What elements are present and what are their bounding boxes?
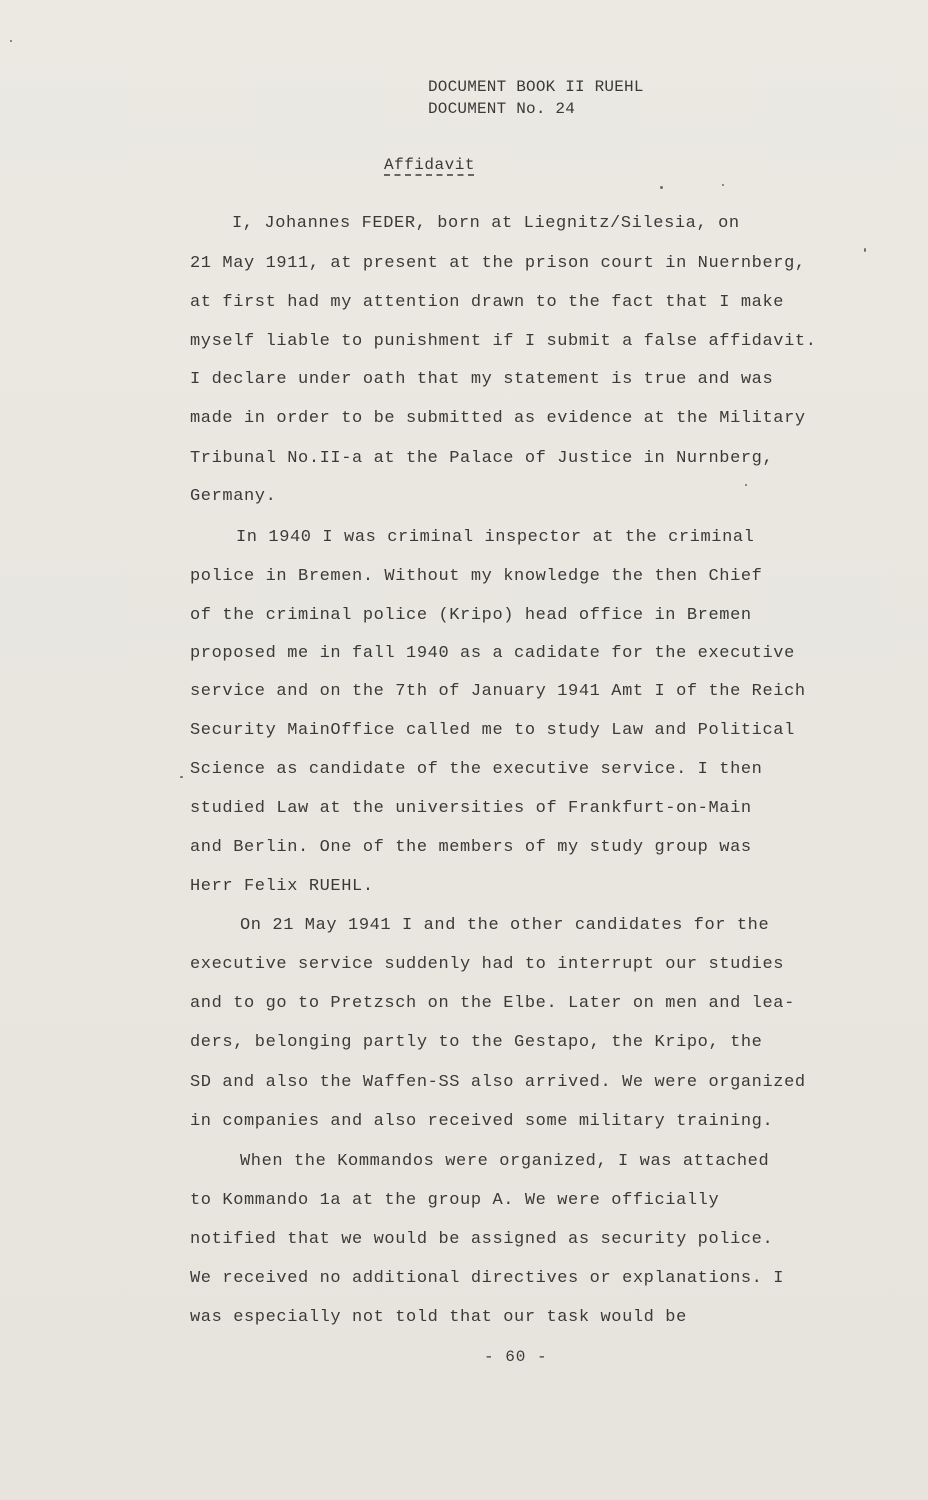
text-line: and Berlin. One of the members of my study group was (190, 838, 752, 857)
page-number: - 60 - (484, 1348, 548, 1366)
text-line: 21 May 1911, at present at the prison court in Nuernberg, (190, 254, 806, 273)
document-header (428, 76, 644, 120)
header-line-2: DOCUMENT No. 24 (428, 100, 576, 118)
text-line: When the Kommandos were organized, I was attached (240, 1152, 770, 1171)
paper-speck (864, 248, 866, 252)
paper-speck (722, 184, 724, 186)
text-line: myself liable to punishment if I submit a false affidavit. (190, 332, 817, 351)
document-title: Affidavit (384, 156, 475, 174)
paper-speck (10, 40, 12, 42)
text-line: I, Johannes FEDER, born at Liegnitz/Silesia, on (232, 214, 740, 233)
text-line: police in Bremen. Without my knowledge the then Chief (190, 567, 763, 586)
text-line: studied Law at the universities of Frankfurt-on-Main (190, 799, 752, 818)
header-line-1: DOCUMENT BOOK II RUEHL (428, 78, 644, 96)
text-line: to Kommando 1a at the group A. We were officially (190, 1191, 720, 1210)
text-line: ders, belonging partly to the Gestapo, the Kripo, the (190, 1033, 763, 1052)
paper-speck (180, 776, 183, 778)
text-line: service and on the 7th of January 1941 Amt I of the Reich (190, 682, 806, 701)
text-line: Tribunal No.II-a at the Palace of Justice in Nurnberg, (190, 449, 774, 468)
paper-speck (745, 484, 747, 486)
text-line: Security MainOffice called me to study Law and Political (190, 721, 795, 740)
text-line: We received no additional directives or explanations. I (190, 1269, 785, 1288)
text-line: of the criminal police (Kripo) head office in Bremen (190, 606, 752, 625)
text-line: executive service suddenly had to interrupt our studies (190, 955, 785, 974)
text-line: I declare under oath that my statement is true and was (190, 370, 774, 389)
text-line: was especially not told that our task would be (190, 1308, 687, 1327)
text-line: made in order to be submitted as evidence at the Military (190, 409, 806, 428)
text-line: notified that we would be assigned as security police. (190, 1230, 774, 1249)
text-line: at first had my attention drawn to the fact that I make (190, 293, 785, 312)
text-line: Herr Felix RUEHL. (190, 877, 374, 896)
paper-speck (660, 186, 663, 189)
text-line: Germany. (190, 487, 277, 506)
text-line: proposed me in fall 1940 as a cadidate for the executive (190, 644, 795, 663)
text-line: On 21 May 1941 I and the other candidates for the (240, 916, 770, 935)
text-line: and to go to Pretzsch on the Elbe. Later on men and lea- (190, 994, 795, 1013)
text-line: Science as candidate of the executive service. I then (190, 760, 763, 779)
text-line: SD and also the Waffen-SS also arrived. We were organized (190, 1073, 806, 1092)
text-line: In 1940 I was criminal inspector at the criminal (236, 528, 755, 547)
text-line: in companies and also received some military training. (190, 1112, 774, 1131)
